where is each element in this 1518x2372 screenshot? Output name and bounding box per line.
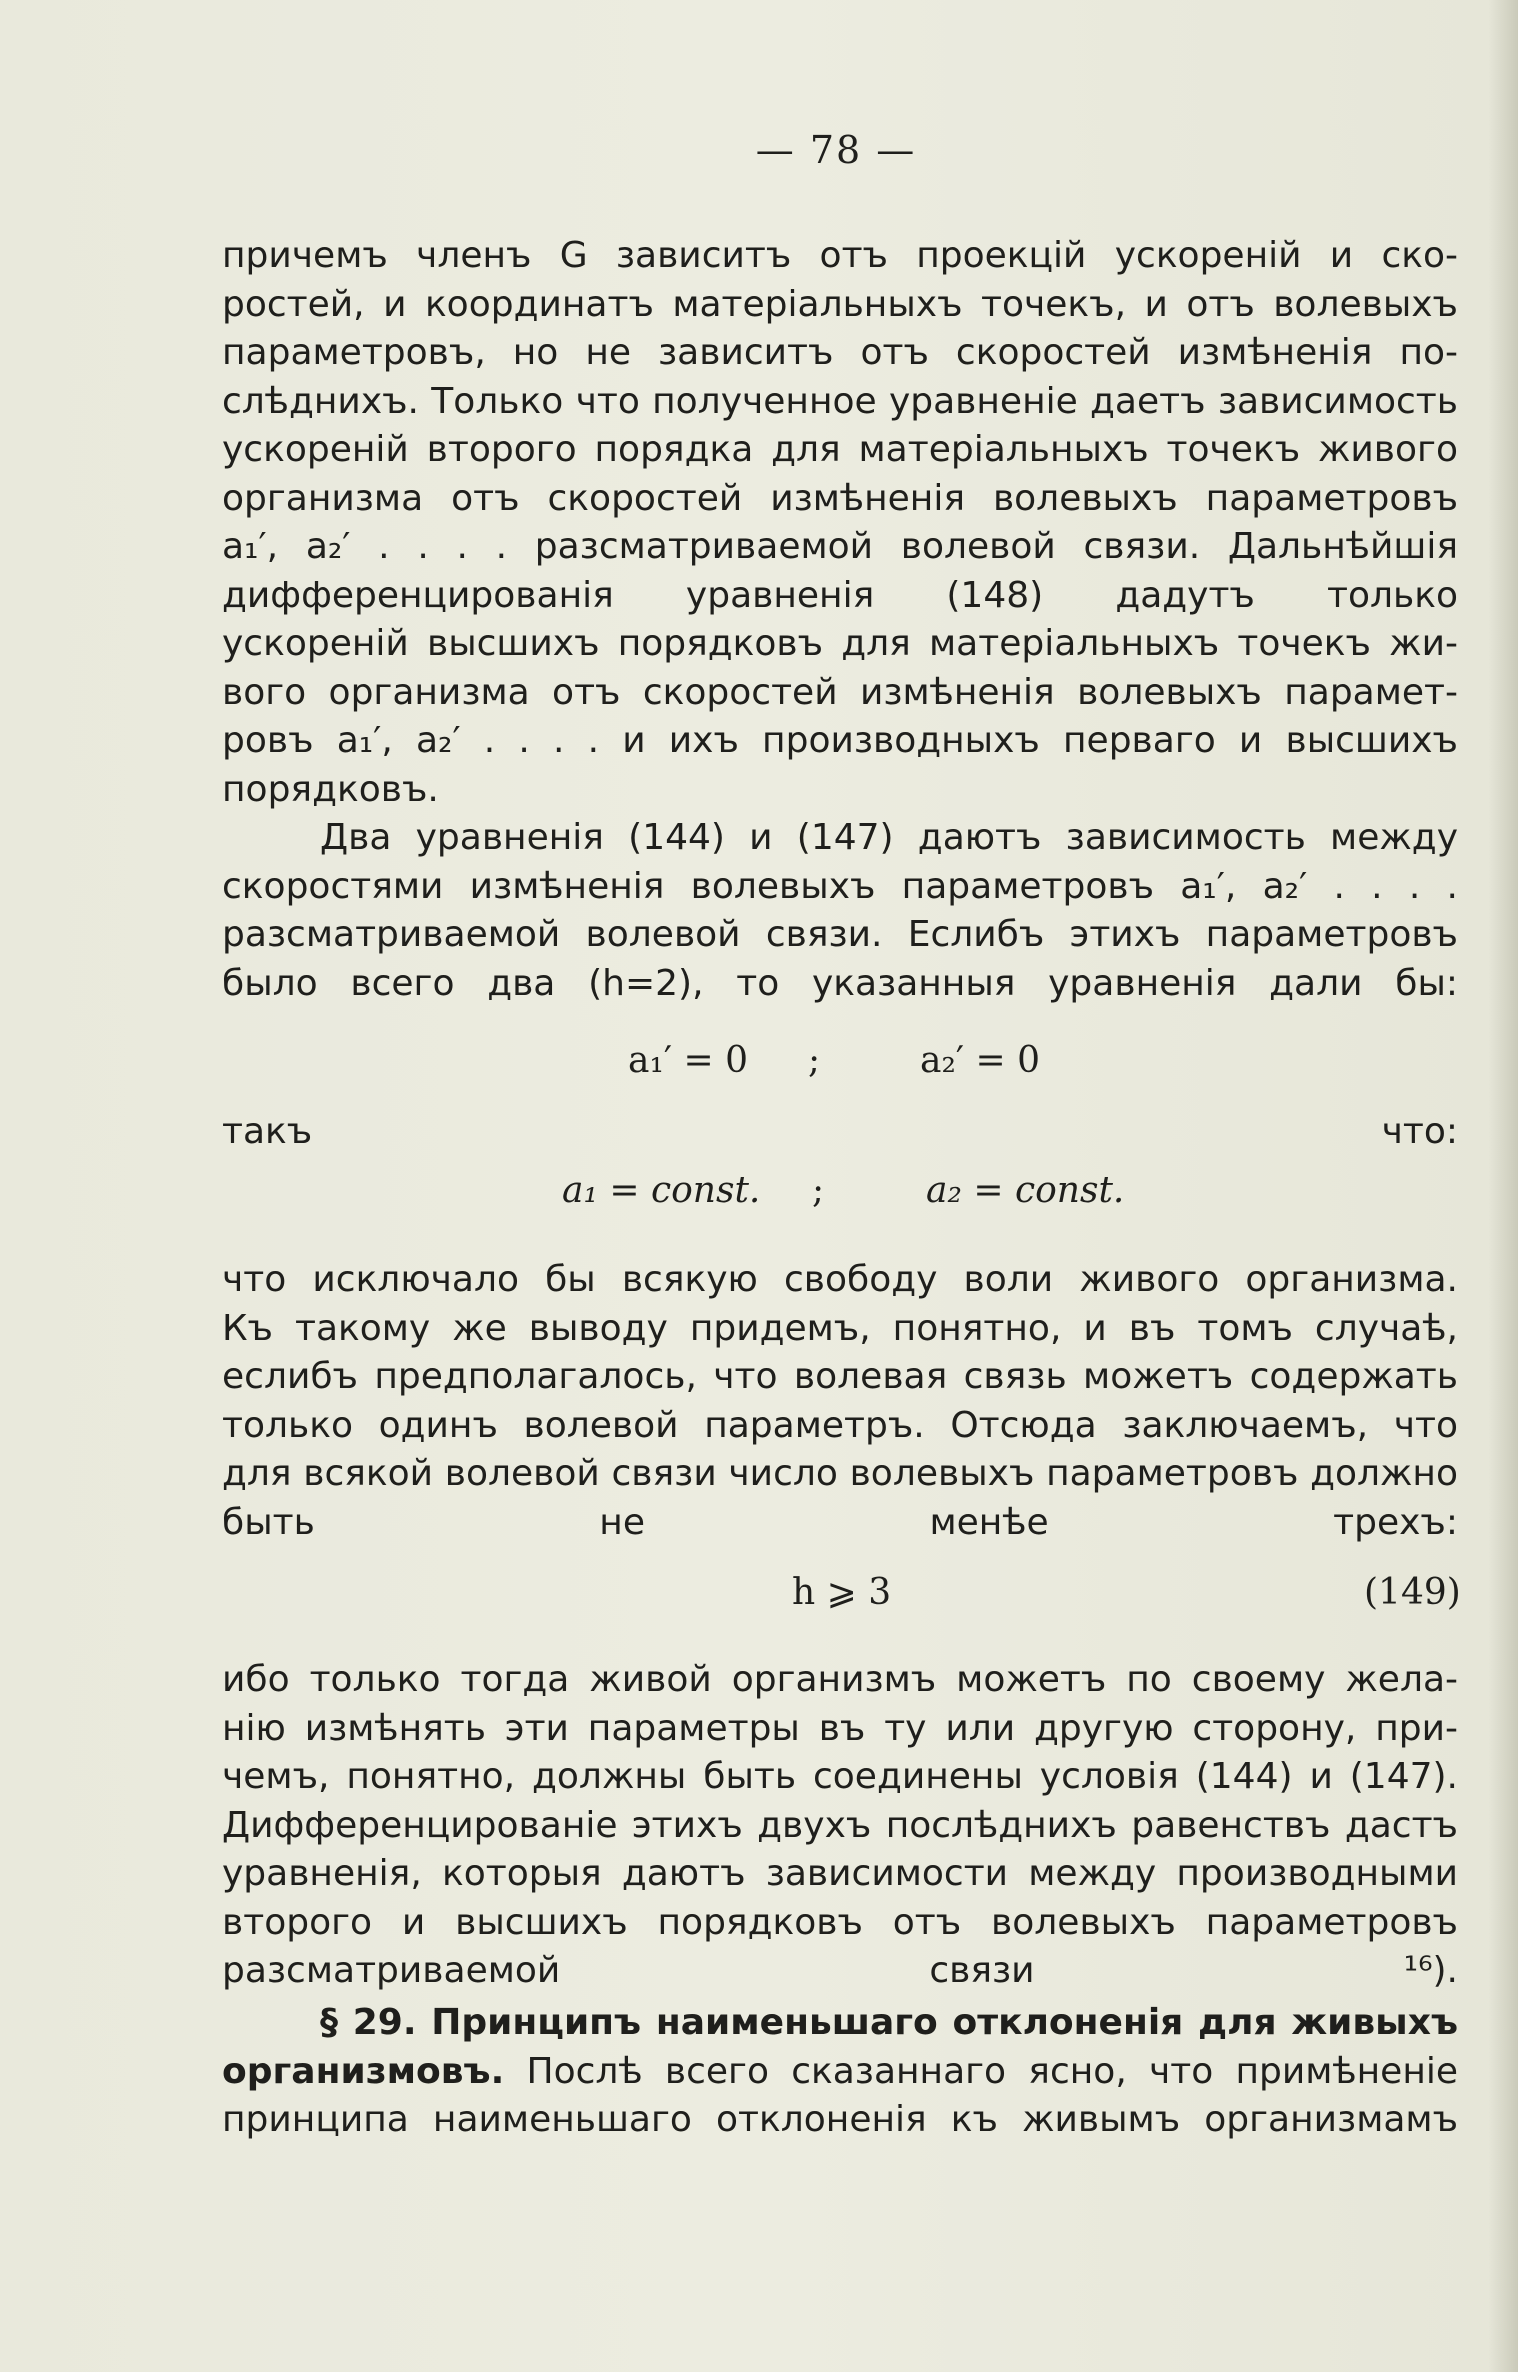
text-line: Дифференцированіе этихъ двухъ послѣднихъ равенствъ дастъ: [222, 1804, 1458, 1846]
formula-separator: ;: [812, 1170, 825, 1211]
text-line: параметровъ, но не зависитъ отъ скоростей измѣненія по-: [222, 332, 1458, 373]
text-line: принципа наименьшаго отклоненія къ живымъ организмамъ: [222, 2099, 1458, 2140]
text-line: разсматриваемой связи ¹⁶).: [222, 1950, 1458, 1991]
text-line: уравненія, которыя даютъ зависимости между производными: [222, 1853, 1458, 1894]
formula-a2-prime: a₂′ = 0: [920, 1040, 1041, 1081]
text-line: было всего два (h=2), то указанныя уравненія дали бы:: [222, 962, 1458, 1004]
text-line: порядковъ.: [222, 768, 439, 810]
text-line: чемъ, понятно, должны быть соединены условія (144) и (147).: [222, 1756, 1458, 1797]
so-that-line: [222, 1108, 1458, 1157]
page-edge-shadow: [1488, 0, 1518, 2372]
text-line: для всякой волевой связи число волевыхъ параметровъ должно: [222, 1453, 1458, 1494]
formula-separator: ;: [808, 1040, 821, 1081]
text-line: организма отъ скоростей измѣненія волевыхъ параметровъ: [222, 477, 1458, 519]
text-line: [222, 2048, 1458, 2097]
text-line: разсматриваемой волевой связи. Еслибъ этихъ параметровъ: [222, 914, 1458, 955]
section-heading: § 29. Принципъ наименьшаго отклоненія для живыхъ: [320, 2002, 1458, 2043]
page-number: — 78 —: [755, 128, 917, 172]
text-line: такъ что:: [222, 1111, 1458, 1152]
formula-a2-const: a₂ = const.: [926, 1170, 1125, 1211]
text-line: нію измѣнять эти параметры въ ту или другую сторону, при-: [222, 1707, 1458, 1749]
text-line: a₁′, a₂′ . . . . разсматриваемой волевой связи. Дальнѣйшія: [222, 526, 1458, 567]
formula-h-inequality: h ⩾ 3: [792, 1572, 892, 1613]
text-line: ростей, и координатъ матеріальныхъ точекъ, и отъ волевыхъ: [222, 283, 1458, 325]
text-line: быть не менѣе трехъ:: [222, 1501, 1458, 1543]
text-line: что исключало бы всякую свободу воли живого организма.: [222, 1259, 1458, 1300]
text-line: дифференцированія уравненія (148) дадутъ только: [222, 574, 1458, 616]
text-line: Къ такому же выводу придемъ, понятно, и въ томъ случаѣ,: [222, 1307, 1458, 1349]
text-line: еслибъ предполагалось, что волевая связь можетъ содержать: [222, 1356, 1458, 1397]
formula-a1-const: a₁ = const.: [562, 1170, 761, 1211]
text-line: слѣднихъ. Только что полученное уравненіе даетъ зависимость: [222, 380, 1458, 422]
equation-number: (149): [1364, 1572, 1461, 1613]
text-line: вого организма отъ скоростей измѣненія волевыхъ парамет-: [222, 671, 1458, 713]
section-29: [222, 1999, 1458, 2145]
text-line: только одинъ волевой параметръ. Отсюда заключаемъ, что: [222, 1404, 1458, 1446]
text-line: скоростями измѣненія волевыхъ параметровъ a₁′, a₂′ . . . .: [222, 865, 1458, 907]
text-line: Два уравненія (144) и (147) даютъ зависимость между: [320, 817, 1458, 858]
paragraph-3: [222, 1256, 1458, 1547]
text-line: ускореній высшихъ порядковъ для матеріальныхъ точекъ жи-: [222, 623, 1458, 664]
paragraph-2: [222, 814, 1458, 1008]
text-line: второго и высшихъ порядковъ отъ волевыхъ параметровъ: [222, 1901, 1458, 1943]
text-line: причемъ членъ G зависитъ отъ проекцій ускореній и ско-: [222, 235, 1458, 276]
formula-a1-prime: a₁′ = 0: [628, 1040, 749, 1081]
text-line: ибо только тогда живой организмъ можетъ по своему жела-: [222, 1659, 1458, 1700]
text-span: Послѣ всего сказаннаго ясно, что примѣненіе: [526, 2050, 1458, 2092]
text-line: ускореній второго порядка для матеріальныхъ точекъ живого: [222, 429, 1458, 470]
section-heading-cont: организмовъ.: [222, 2050, 505, 2092]
paragraph-4: [222, 1656, 1458, 1996]
text-line: ровъ a₁′, a₂′ . . . . и ихъ производныхъ перваго и высшихъ: [222, 720, 1458, 761]
paragraph-1: [222, 232, 1458, 814]
